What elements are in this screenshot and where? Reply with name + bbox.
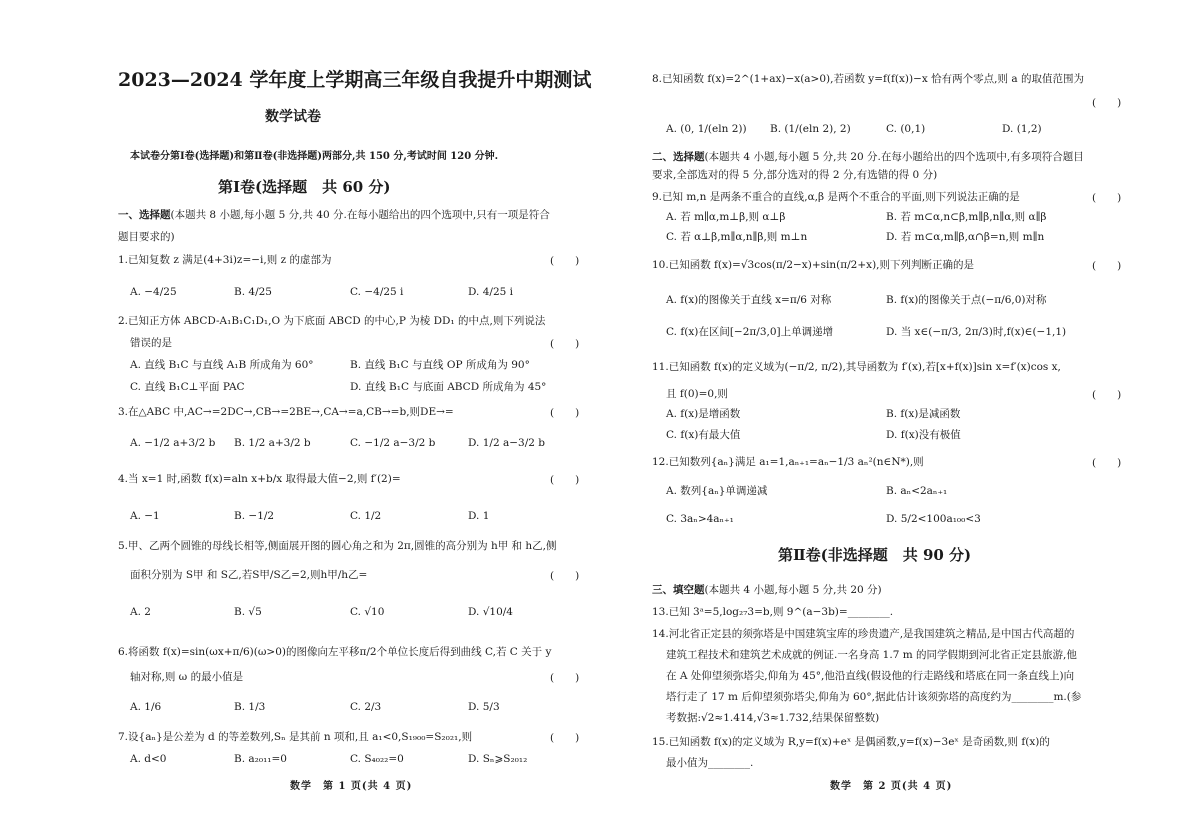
- section2-header: [652, 150, 1084, 164]
- q11-option-b: B. f(x)是减函数: [886, 408, 961, 420]
- part1-title: 第Ⅰ卷(选择题 共 60 分): [218, 178, 391, 196]
- q12-answer-bracket: ( ): [1092, 457, 1122, 469]
- q5-option-d: D. √10/4: [468, 606, 513, 618]
- section2-head: 二、选择题: [652, 151, 705, 163]
- q4-answer-bracket: ( ): [550, 474, 580, 486]
- q10-option-a: A. f(x)的图像关于直线 x=π/6 对称: [666, 294, 832, 306]
- q6-option-d: D. 5/3: [468, 701, 500, 713]
- section1-desc: (本题共 8 小题,每小题 5 分,共 40 分.在每小题给出的四个选项中,只有一项是符合: [170, 209, 550, 221]
- page-2-footer: 数学 第 2 页(共 4 页): [830, 781, 953, 792]
- q3-answer-bracket: ( ): [550, 407, 580, 419]
- q4-option-c: C. 1/2: [350, 510, 382, 522]
- q2-answer-bracket: ( ): [550, 338, 580, 350]
- q12-option-a: A. 数列{aₙ}单调递减: [666, 485, 768, 497]
- section3-desc: (本题共 4 小题,每小题 5 分,共 20 分): [704, 584, 882, 596]
- exam-title: 2023—2024 学年度上学期高三年级自我提升中期测试: [118, 69, 592, 91]
- q1-option-a: A. −4/25: [130, 286, 177, 298]
- q9-option-c: C. 若 α⊥β,m∥α,n∥β,则 m⊥n: [666, 231, 808, 243]
- q9-answer-bracket: ( ): [1092, 192, 1122, 204]
- q4-option-b: B. −1/2: [234, 510, 275, 522]
- q12-option-c: C. 3aₙ>4aₙ₊₁: [666, 513, 734, 525]
- q11-answer-bracket: ( ): [1092, 389, 1122, 401]
- q15-line-1: 15.已知函数 f(x)的定义域为 R,y=f(x)+eˣ 是偶函数,y=f(x)−3eˣ 是奇函数,则 f(x)的: [652, 736, 1050, 748]
- page-1-footer: 数学 第 1 页(共 4 页): [290, 781, 413, 792]
- q5-option-a: A. 2: [130, 606, 151, 618]
- q7-stem: 7.设{aₙ}是公差为 d 的等差数列,Sₙ 是其前 n 项和,且 a₁<0,S₁₉₀₀=S₂₀₂₁,则: [118, 731, 473, 743]
- part2-title: 第Ⅱ卷(非选择题 共 90 分): [778, 546, 972, 564]
- exam-subtitle: 数学试卷: [265, 109, 321, 125]
- section1-head: 一、选择题: [118, 209, 171, 221]
- q3-option-d: D. 1/2 a−3/2 b: [468, 437, 545, 449]
- q6-option-c: C. 2/3: [350, 701, 382, 713]
- q2-option-b: B. 直线 B₁C 与直线 OP 所成角为 90°: [350, 359, 530, 371]
- q4-option-d: D. 1: [468, 510, 490, 522]
- q7-option-a: A. d<0: [130, 753, 167, 765]
- q10-stem: 10.已知函数 f(x)=√3cos(π/2−x)+sin(π/2+x),则下列判断正确的是: [652, 259, 975, 271]
- q8-stem: 8.已知函数 f(x)=2^(1+ax)−x(a>0),若函数 y=f(f(x))−x 恰有两个零点,则 a 的取值范围为: [652, 73, 1084, 85]
- q3-option-b: B. 1/2 a+3/2 b: [234, 437, 311, 449]
- q8-option-c: C. (0,1): [886, 123, 926, 135]
- q6-stem-2: 轴对称,则 ω 的最小值是: [130, 671, 244, 683]
- q15-line-2: 最小值为________.: [666, 757, 754, 769]
- q11-stem-1: 11.已知函数 f(x)的定义域为(−π/2, π/2),其导函数为 f′(x),若[x+f(x)]sin x=f′(x)cos x,: [652, 361, 1061, 373]
- q1-stem: 1.已知复数 z 满足(4+3i)z=−i,则 z 的虚部为: [118, 254, 332, 266]
- q4-stem: 4.当 x=1 时,函数 f(x)=aln x+b/x 取得最大值−2,则 f′(2)=: [118, 473, 401, 485]
- q14-line-4: 塔行走了 17 m 后仰望须弥塔尖,仰角为 60°,据此估计该须弥塔的高度约为________m.(参: [666, 691, 1082, 703]
- q2-option-d: D. 直线 B₁C 与底面 ABCD 所成角为 45°: [350, 381, 547, 393]
- q11-option-a: A. f(x)是增函数: [666, 408, 741, 420]
- q1-option-b: B. 4/25: [234, 286, 272, 298]
- q4-option-a: A. −1: [130, 510, 160, 522]
- q5-option-b: B. √5: [234, 606, 262, 618]
- q1-option-c: C. −4/25 i: [350, 286, 404, 298]
- q3-option-a: A. −1/2 a+3/2 b: [130, 437, 216, 449]
- q8-option-b: B. (1/(eln 2), 2): [770, 123, 851, 135]
- q7-option-b: B. a₂₀₁₁=0: [234, 753, 287, 765]
- q6-option-a: A. 1/6: [130, 701, 162, 713]
- q10-option-b: B. f(x)的图像关于点(−π/6,0)对称: [886, 294, 1047, 306]
- section3-header: [652, 583, 882, 597]
- exam-page-2: [600, 0, 1200, 838]
- section1-header: [118, 208, 550, 222]
- q10-option-d: D. 当 x∈(−π/3, 2π/3)时,f(x)∈(−1,1): [886, 326, 1067, 338]
- q8-option-d: D. (1,2): [1002, 123, 1042, 135]
- q9-option-a: A. 若 m∥α,m⊥β,则 α⊥β: [666, 211, 786, 223]
- q14-line-3: 在 A 处仰望须弥塔尖,仰角为 45°,他沿直线(假设他的行走路线和塔底在同一条直线上)向: [666, 670, 1075, 682]
- q9-option-d: D. 若 m⊂α,m∥β,α∩β=n,则 m∥n: [886, 231, 1045, 243]
- q12-option-b: B. aₙ<2aₙ₊₁: [886, 485, 948, 497]
- q6-option-b: B. 1/3: [234, 701, 266, 713]
- exam-note: 本试卷分第Ⅰ卷(选择题)和第Ⅱ卷(非选择题)两部分,共 150 分,考试时间 120 分钟.: [130, 151, 499, 162]
- q1-answer-bracket: ( ): [550, 255, 580, 267]
- q14-line-1: 14.河北省正定县的须弥塔是中国建筑宝库的珍贵遗产,是我国建筑之精品,是中国古代高超的: [652, 628, 1075, 640]
- q12-stem: 12.已知数列{aₙ}满足 a₁=1,aₙ₊₁=aₙ−1/3 aₙ²(n∈N*),则: [652, 456, 924, 468]
- q5-answer-bracket: ( ): [550, 570, 580, 582]
- q2-stem-2: 错误的是: [130, 337, 172, 349]
- q11-option-c: C. f(x)有最大值: [666, 429, 741, 441]
- q5-option-c: C. √10: [350, 606, 385, 618]
- q12-option-d: D. 5/2<100a₁₀₀<3: [886, 513, 981, 525]
- q7-option-c: C. S₄₀₂₂=0: [350, 753, 404, 765]
- section2-desc-2: 要求,全部选对的得 5 分,部分选对的得 2 分,有选错的得 0 分): [652, 169, 938, 181]
- q1-option-d: D. 4/25 i: [468, 286, 513, 298]
- q9-option-b: B. 若 m⊂α,n⊂β,m∥β,n∥α,则 α∥β: [886, 211, 1047, 223]
- q14-line-5: 考数据:√2≈1.414,√3≈1.732,结果保留整数): [666, 712, 880, 724]
- section2-desc: (本题共 4 小题,每小题 5 分,共 20 分.在每小题给出的四个选项中,有多项符合题目: [704, 151, 1084, 163]
- q3-stem: 3.在△ABC 中,AC→=2DC→,CB→=2BE→,CA→=a,CB→=b,则DE→=: [118, 406, 454, 418]
- section3-head: 三、填空题: [652, 584, 705, 596]
- q11-stem-2: 且 f(0)=0,则: [666, 388, 728, 400]
- q8-answer-bracket: ( ): [1092, 97, 1122, 109]
- q8-option-a: A. (0, 1/(eln 2)): [666, 123, 747, 135]
- q6-stem-1: 6.将函数 f(x)=sin(ωx+π/6)(ω>0)的图像向左平移π/2个单位长度后得到曲线 C,若 C 关于 y: [118, 646, 552, 658]
- q10-answer-bracket: ( ): [1092, 260, 1122, 272]
- q2-option-c: C. 直线 B₁C⊥平面 PAC: [130, 381, 245, 393]
- q7-answer-bracket: ( ): [550, 732, 580, 744]
- q10-option-c: C. f(x)在区间[−2π/3,0]上单调递增: [666, 326, 834, 338]
- q9-stem: 9.已知 m,n 是两条不重合的直线,α,β 是两个不重合的平面,则下列说法正确的是: [652, 191, 1020, 203]
- q11-option-d: D. f(x)没有极值: [886, 429, 961, 441]
- q14-line-2: 建筑工程技术和建筑艺术成就的例证.一名身高 1.7 m 的同学假期到河北省正定县旅游,他: [666, 649, 1077, 661]
- q2-stem-1: 2.已知正方体 ABCD-A₁B₁C₁D₁,O 为下底面 ABCD 的中心,P 为棱 DD₁ 的中点,则下列说法: [118, 315, 546, 327]
- q3-option-c: C. −1/2 a−3/2 b: [350, 437, 436, 449]
- q2-option-a: A. 直线 B₁C 与直线 A₁B 所成角为 60°: [130, 359, 314, 371]
- q5-stem-2: 面积分别为 S甲 和 S乙,若S甲/S乙=2,则h甲/h乙=: [130, 569, 368, 581]
- q7-option-d: D. Sₙ⩾S₂₀₁₂: [468, 753, 528, 765]
- section1-desc-2: 题目要求的): [118, 231, 175, 243]
- q6-answer-bracket: ( ): [550, 672, 580, 684]
- q13-stem: 13.已知 3ᵃ=5,log₂₇3=b,则 9^(a−3b)=________.: [652, 606, 894, 618]
- q5-stem-1: 5.甲、乙两个圆锥的母线长相等,侧面展开图的圆心角之和为 2π,圆锥的高分别为 h甲 和 h乙,侧: [118, 540, 557, 552]
